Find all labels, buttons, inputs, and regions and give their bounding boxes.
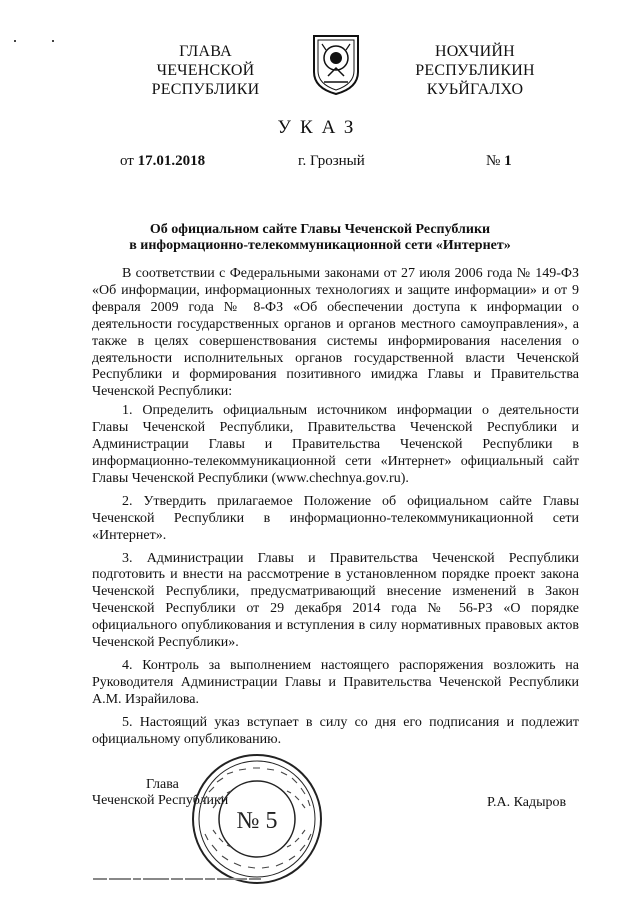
subject-line1: Об официальном сайте Главы Чеченской Республики <box>149 222 491 237</box>
scan-speck <box>52 40 54 42</box>
decree-body <box>92 266 579 754</box>
decree-city: г. Грозный <box>298 153 365 169</box>
subject-line2: в информационно-телекоммуникационной сети «Интернет» <box>129 238 511 253</box>
header-right <box>375 42 575 99</box>
paragraph-item-3: 3. Администрации Главы и Правительства Чеченской Республики подготовить и внести на рассмотрение в установленном порядке проект закона Чеченской Республики, предусматривающий внесение изменений в Закон Чеченской Республики от 29 декабря 2014 года № 56-РЗ «О порядке официального опубликования и вступления в силу нормативных правовых актов Чеченской Республики». <box>92 550 579 651</box>
seal-number: № 5 <box>236 808 278 834</box>
number-value: 1 <box>504 153 512 169</box>
header-left-line1: ГЛАВА <box>179 43 232 60</box>
round-seal <box>183 752 331 886</box>
date-prefix: от <box>120 153 134 169</box>
paragraph-item-2: 2. Утвердить прилагаемое Положение об официальном сайте Главы Чеченской Республики в информационно-телекоммуникационной сети «Интернет». <box>92 493 579 543</box>
header-left <box>108 42 303 99</box>
paragraph-item-5: 5. Настоящий указ вступает в силу со дня его подписания и подлежит официальному опубликованию. <box>92 714 579 747</box>
header-right-line2: КУЬЙГАЛХО <box>426 81 524 98</box>
header-right-line1: НОХЧИЙН РЕСПУБЛИКИН <box>415 43 535 79</box>
signature-title-line1: Глава <box>146 777 179 792</box>
decree-number <box>486 153 512 170</box>
document-title: УКАЗ <box>277 117 363 138</box>
paragraph-item-4: 4. Контроль за выполнением настоящего распоряжения возложить на Руководителя Администрации Главы и Правительства Чеченской Республики А.М. Израйилова. <box>92 657 579 707</box>
signatory-name: Р.А. Кадыров <box>487 795 567 810</box>
emblem-icon <box>306 32 366 96</box>
decree-date <box>120 153 205 170</box>
decree-subject <box>90 222 550 254</box>
scan-speck <box>14 40 16 42</box>
footer-scan-artifact <box>93 876 263 884</box>
signature-title-line2: Чеченской Республики <box>92 793 229 808</box>
footer-noise-strip <box>93 876 263 882</box>
date-value: 17.01.2018 <box>137 153 206 169</box>
paragraph-intro: В соответствии с Федеральными законами от 27 июля 2006 года № 149-ФЗ «Об информации, информационных технологиях и защите информации» и от 9 февраля 2009 года № 8-ФЗ «Об обеспечении доступа к информации о деятельности государственных органов и органов местного самоуправления», а также в целях совершенствования системы информирования населения о деятельности исполнительных органов государственной власти Чеченской Республики и формирования позитивного имиджа Главы и Правительства Чеченской Республики: <box>92 266 579 400</box>
header-left-line2: ЧЕЧЕНСКОЙ РЕСПУБЛИКИ <box>151 62 260 98</box>
number-prefix: № <box>486 153 501 169</box>
paragraph-item-1: 1. Определить официальным источником информации о деятельности Главы Чеченской Республики, Правительства Чеченской Республики и Администрации Главы и Правительства Чеченской Республики в информационно-телекоммуникационной сети «Интернет» официальный сайт Главы Чеченской Республики (www.chechnya.gov.ru). <box>92 403 579 486</box>
